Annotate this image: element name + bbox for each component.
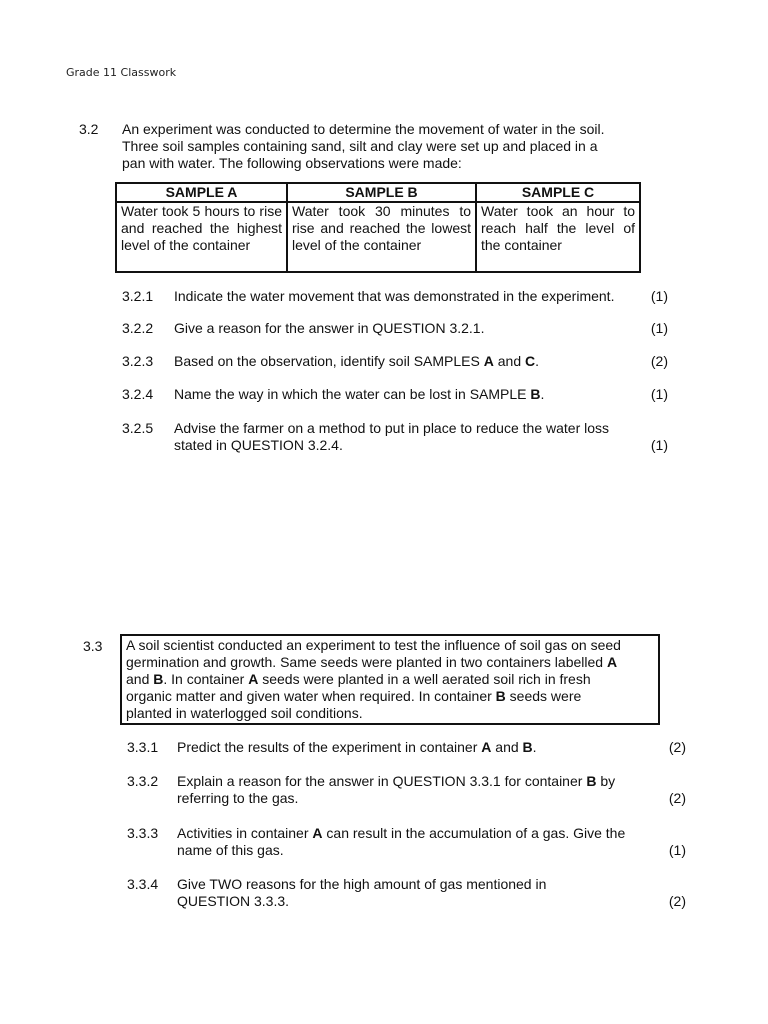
marks: (2) [668, 893, 686, 909]
subquestion-number: 3.2.4 [122, 386, 154, 402]
intro-line-1: An experiment was conducted to determine the movement of water in the soil. [122, 121, 605, 137]
header-sample-a: SAMPLE A [116, 183, 287, 202]
subquestion-text: Predict the results of the experiment in container A and B. [177, 739, 537, 755]
cell-sample-b: Water took 30 minutes to rise and reached the lowest level of the container [287, 202, 476, 272]
intro-line-2: Three soil samples containing sand, silt and clay were set up and placed in a [122, 138, 598, 154]
subquestion-text: Indicate the water movement that was demonstrated in the experiment. [174, 288, 615, 304]
cell-sample-a: Water took 5 hours to rise and reached the highest level of the container [116, 202, 287, 272]
marks: (2) [668, 790, 686, 806]
subquestion-text: Name the way in which the water can be lost in SAMPLE B. [174, 386, 545, 402]
observation-table [115, 182, 641, 273]
subquestion-number: 3.3.2 [127, 773, 159, 789]
question-3-3-2 [127, 773, 686, 807]
subquestion-number: 3.2.3 [122, 353, 154, 369]
question-3-2-3 [122, 353, 668, 370]
question-number-3-2: 3.2 [79, 121, 99, 137]
question-3-3-scenario-box: A soil scientist conducted an experiment to test the influence of soil gas on seed germination and growth. Same seeds were planted in two containers labelled A and B. In container A seeds were planted in a well aerated soil rich in fresh organic matter and given water when required. In container B seeds were planted in waterlogged soil conditions. [120, 634, 660, 725]
marks: (1) [650, 320, 668, 336]
marks: (1) [668, 842, 686, 858]
question-3-3-4 [127, 876, 686, 910]
question-number-3-3: 3.3 [83, 638, 103, 654]
table-row [116, 202, 640, 272]
question-3-2-5 [122, 420, 668, 454]
marks: (1) [650, 437, 668, 453]
question-3-2-1 [122, 288, 668, 305]
header-sample-b: SAMPLE B [287, 183, 476, 202]
subquestion-number: 3.2.2 [122, 320, 154, 336]
question-3-2-intro [122, 121, 634, 172]
subquestion-number: 3.3.4 [127, 876, 159, 892]
header-sample-c: SAMPLE C [476, 183, 640, 202]
question-3-3-3 [127, 825, 686, 859]
question-3-3-1 [127, 739, 686, 756]
intro-line-3: pan with water. The following observations were made: [122, 155, 462, 171]
subquestion-text: Based on the observation, identify soil SAMPLES A and C. [174, 353, 540, 369]
subquestion-text: Explain a reason for the answer in QUESTION 3.3.1 for container B by referring to the gas. [177, 773, 616, 806]
marks: (1) [650, 386, 668, 402]
cell-sample-c: Water took an hour to reach half the level of the container [476, 202, 640, 272]
subquestion-text: Activities in container A can result in the accumulation of a gas. Give the name of this gas. [177, 825, 626, 858]
subquestion-number: 3.3.3 [127, 825, 159, 841]
marks: (2) [650, 353, 668, 369]
subquestion-text: Advise the farmer on a method to put in place to reduce the water loss stated in QUESTION 3.2.4. [174, 420, 610, 453]
page-header: Grade 11 Classwork [66, 66, 177, 79]
subquestion-number: 3.3.1 [127, 739, 159, 755]
marks: (2) [668, 739, 686, 755]
subquestion-number: 3.2.5 [122, 420, 154, 436]
table-header-row [116, 183, 640, 202]
subquestion-text: Give a reason for the answer in QUESTION 3.2.1. [174, 320, 485, 336]
subquestion-number: 3.2.1 [122, 288, 154, 304]
marks: (1) [650, 288, 668, 304]
subquestion-text: Give TWO reasons for the high amount of gas mentioned in QUESTION 3.3.3. [177, 876, 547, 909]
question-3-2-4 [122, 386, 668, 403]
question-3-2-2 [122, 320, 668, 337]
